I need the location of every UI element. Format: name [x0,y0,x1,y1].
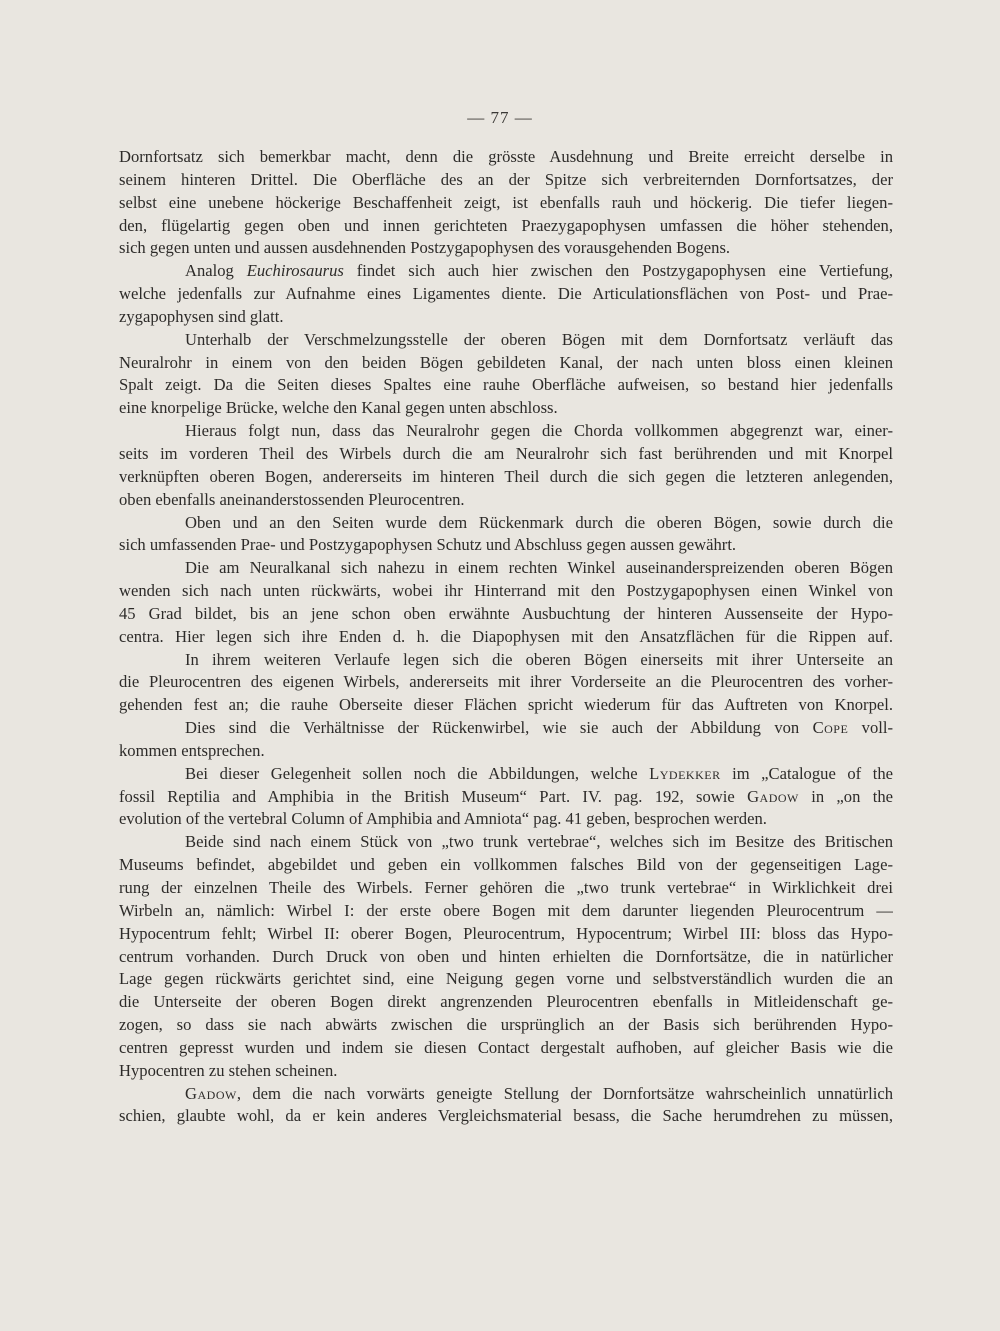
text-line: selbst eine unebene höckerige Beschaffenheit zeigt, ist ebenfalls rauh und höckerig. Die tiefer liegen- [119,192,893,212]
text-line: centra. Hier legen sich ihre Enden d. h. die Diapophysen mit den Ansatzflächen für die Rippen auf. [119,626,893,646]
author-name: Gadow [747,786,799,806]
text-line: verknüpften oberen Bogen, andererseits im hinteren Theil durch die sich gegen die letzteren anlegenden, [119,466,893,486]
text-line: Oben und an den Seiten wurde dem Rückenmark durch die oberen Bögen, sowie durch die [185,512,893,532]
text-segment: im „Catalogue of the [720,763,893,783]
text-segment: Dies sind die Verhältnisse der Rückenwirbel, wie sie auch der Abbildung von [185,718,813,738]
text-line [119,786,893,809]
text-line: Lage gegen rückwärts gerichtet sind, eine Neigung gegen vorne und selbstverständlich wurden die an [119,969,893,989]
text-segment: findet sich auch hier zwischen den Postzygapophysen eine Vertiefung, [343,261,893,281]
text-line [119,717,893,740]
text-line: seinem hinteren Drittel. Die Oberfläche des an der Spitze sich verbreiternden Dornfortsatzes, der [119,169,893,189]
genus-name: Euchirosaurus [246,261,344,281]
text-line: eine knorpelige Brücke, welche den Kanal gegen unten abschloss. [119,398,558,418]
text-line: zogen, so dass sie nach abwärts zwischen die ursprünglich an der Basis sich berührenden Hypo- [119,1015,893,1035]
text-line: Unterhalb der Verschmelzungsstelle der oberen Bögen mit dem Dornfortsatz verläuft das [185,329,893,349]
text-line: centrum vorhanden. Durch Druck von oben und hinten erhielten die Dornfortsätze, die in natürlicher [119,946,893,966]
text-line: sich gegen unten und aussen ausdehnenden Postzygapophysen des vorausgehenden Bogens. [119,238,731,258]
text-line: Museums befindet, abgebildet und geben ein vollkommen falsches Bild von der gegenseitigen Lage- [119,855,893,875]
text-line: Hypocentrum fehlt; Wirbel II: oberer Bogen, Pleurocentrum, Hypocentrum; Wirbel III: bloss das Hypo- [119,923,893,943]
text-line: zygapophysen sind glatt. [119,306,284,326]
text-line: rung der einzelnen Theile des Wirbels. Ferner gehören die „two trunk vertebrae“ in Wirklichkeit drei [119,878,893,897]
text-line: gehenden fest an; die rauhe Oberseite dieser Flächen spricht wiederum für das Auftreten von Knorpel. [119,695,893,715]
text-segment: Bei dieser Gelegenheit sollen noch die Abbildungen, welche [185,763,650,783]
author-name: Cope [812,718,849,738]
text-segment: voll- [848,718,893,738]
text-line [119,260,893,283]
text-line: kommen entsprechen. [119,740,265,760]
text-segment: in „on the [798,786,893,806]
text-segment: Analog [185,261,247,281]
text-line: wenden sich nach unten rückwärts, wobei ihr Hinterrand mit den Postzygapophysen einen Winkel von [119,581,893,601]
text-segment: , dem die nach vorwärts geneigte Stellung der Dornfortsätze wahrscheinlich unnatürlich [236,1083,893,1103]
text-line: sich umfassenden Prae- und Postzygapophysen Schutz und Abschluss gegen aussen gewährt. [119,535,737,555]
text-line: schien, glaubte wohl, da er kein anderes Vergleichsmaterial besass, die Sache herumdrehen zu müssen, [119,1106,893,1126]
text-line: Beide sind nach einem Stück von „two trunk vertebrae“, welches sich im Besitze des Britischen [185,832,893,852]
page-number: — 77 — [467,108,533,127]
text-line: seits im vorderen Theil des Wirbels durch die am Neuralrohr sich fast berührenden und mit Knorpel [119,443,893,463]
author-name: Lydekker [649,763,721,783]
text-line: Hieraus folgt nun, dass das Neuralrohr gegen die Chorda vollkommen abgegrenzt war, einer- [185,421,893,441]
text-line [119,763,893,786]
text-line: die Pleurocentren des eigenen Wirbels, andererseits mit ihrer Vorderseite an die Pleurocentren des vorher- [119,672,893,692]
text-line: die Unterseite der oberen Bogen direkt angrenzenden Pleurocentren ebenfalls in Mitleidenschaft ge- [119,992,893,1012]
body-text [119,146,893,1128]
text-line: oben ebenfalls aneinanderstossenden Pleurocentren. [119,489,465,509]
text-line: centren gepresst wurden und indem sie diesen Contact dergestalt aufhoben, auf gleicher Basis wie die [119,1037,893,1057]
text-line: Spalt zeigt. Da die Seiten dieses Spaltes eine rauhe Oberfläche aufweisen, so bestand hier jedenfalls [119,375,893,395]
author-name: Gadow [185,1083,237,1103]
text-line: evolution of the vertebral Column of Amphibia and Amniota“ pag. 41 geben, besprochen werden. [119,809,767,829]
text-line: Die am Neuralkanal sich nahezu in einem rechten Winkel auseinanderspreizenden oberen Bögen [185,558,893,578]
text-line: den, flügelartig gegen oben und innen gerichteten Praezygapophysen umfassen die höher stehenden, [119,215,893,235]
text-line: Neuralrohr in einem von den beiden Bögen gebildeten Kanal, der nach unten bloss einen kleinen [119,352,893,372]
text-line: Wirbeln an, nämlich: Wirbel I: der erste obere Bogen mit dem darunter liegenden Pleurocentrum — [119,900,893,920]
text-line: 45 Grad bildet, bis an jene schon oben erwähnte Ausbuchtung der hinteren Aussenseite der Hypo- [119,603,893,623]
text-segment: fossil Reptilia and Amphibia in the British Museum“ Part. IV. pag. 192, sowie [119,786,748,806]
text-line: Dornfortsatz sich bemerkbar macht, denn die grösste Ausdehnung und Breite erreicht derselbe in [119,147,893,166]
text-line: Hypocentren zu stehen scheinen. [119,1060,338,1080]
text-line: welche jedenfalls zur Aufnahme eines Ligamentes diente. Die Articulationsflächen von Post- und Prae- [119,284,893,304]
text-line: In ihrem weiteren Verlaufe legen sich die oberen Bögen einerseits mit ihrer Unterseite an [185,649,893,669]
text-line [119,1083,893,1106]
